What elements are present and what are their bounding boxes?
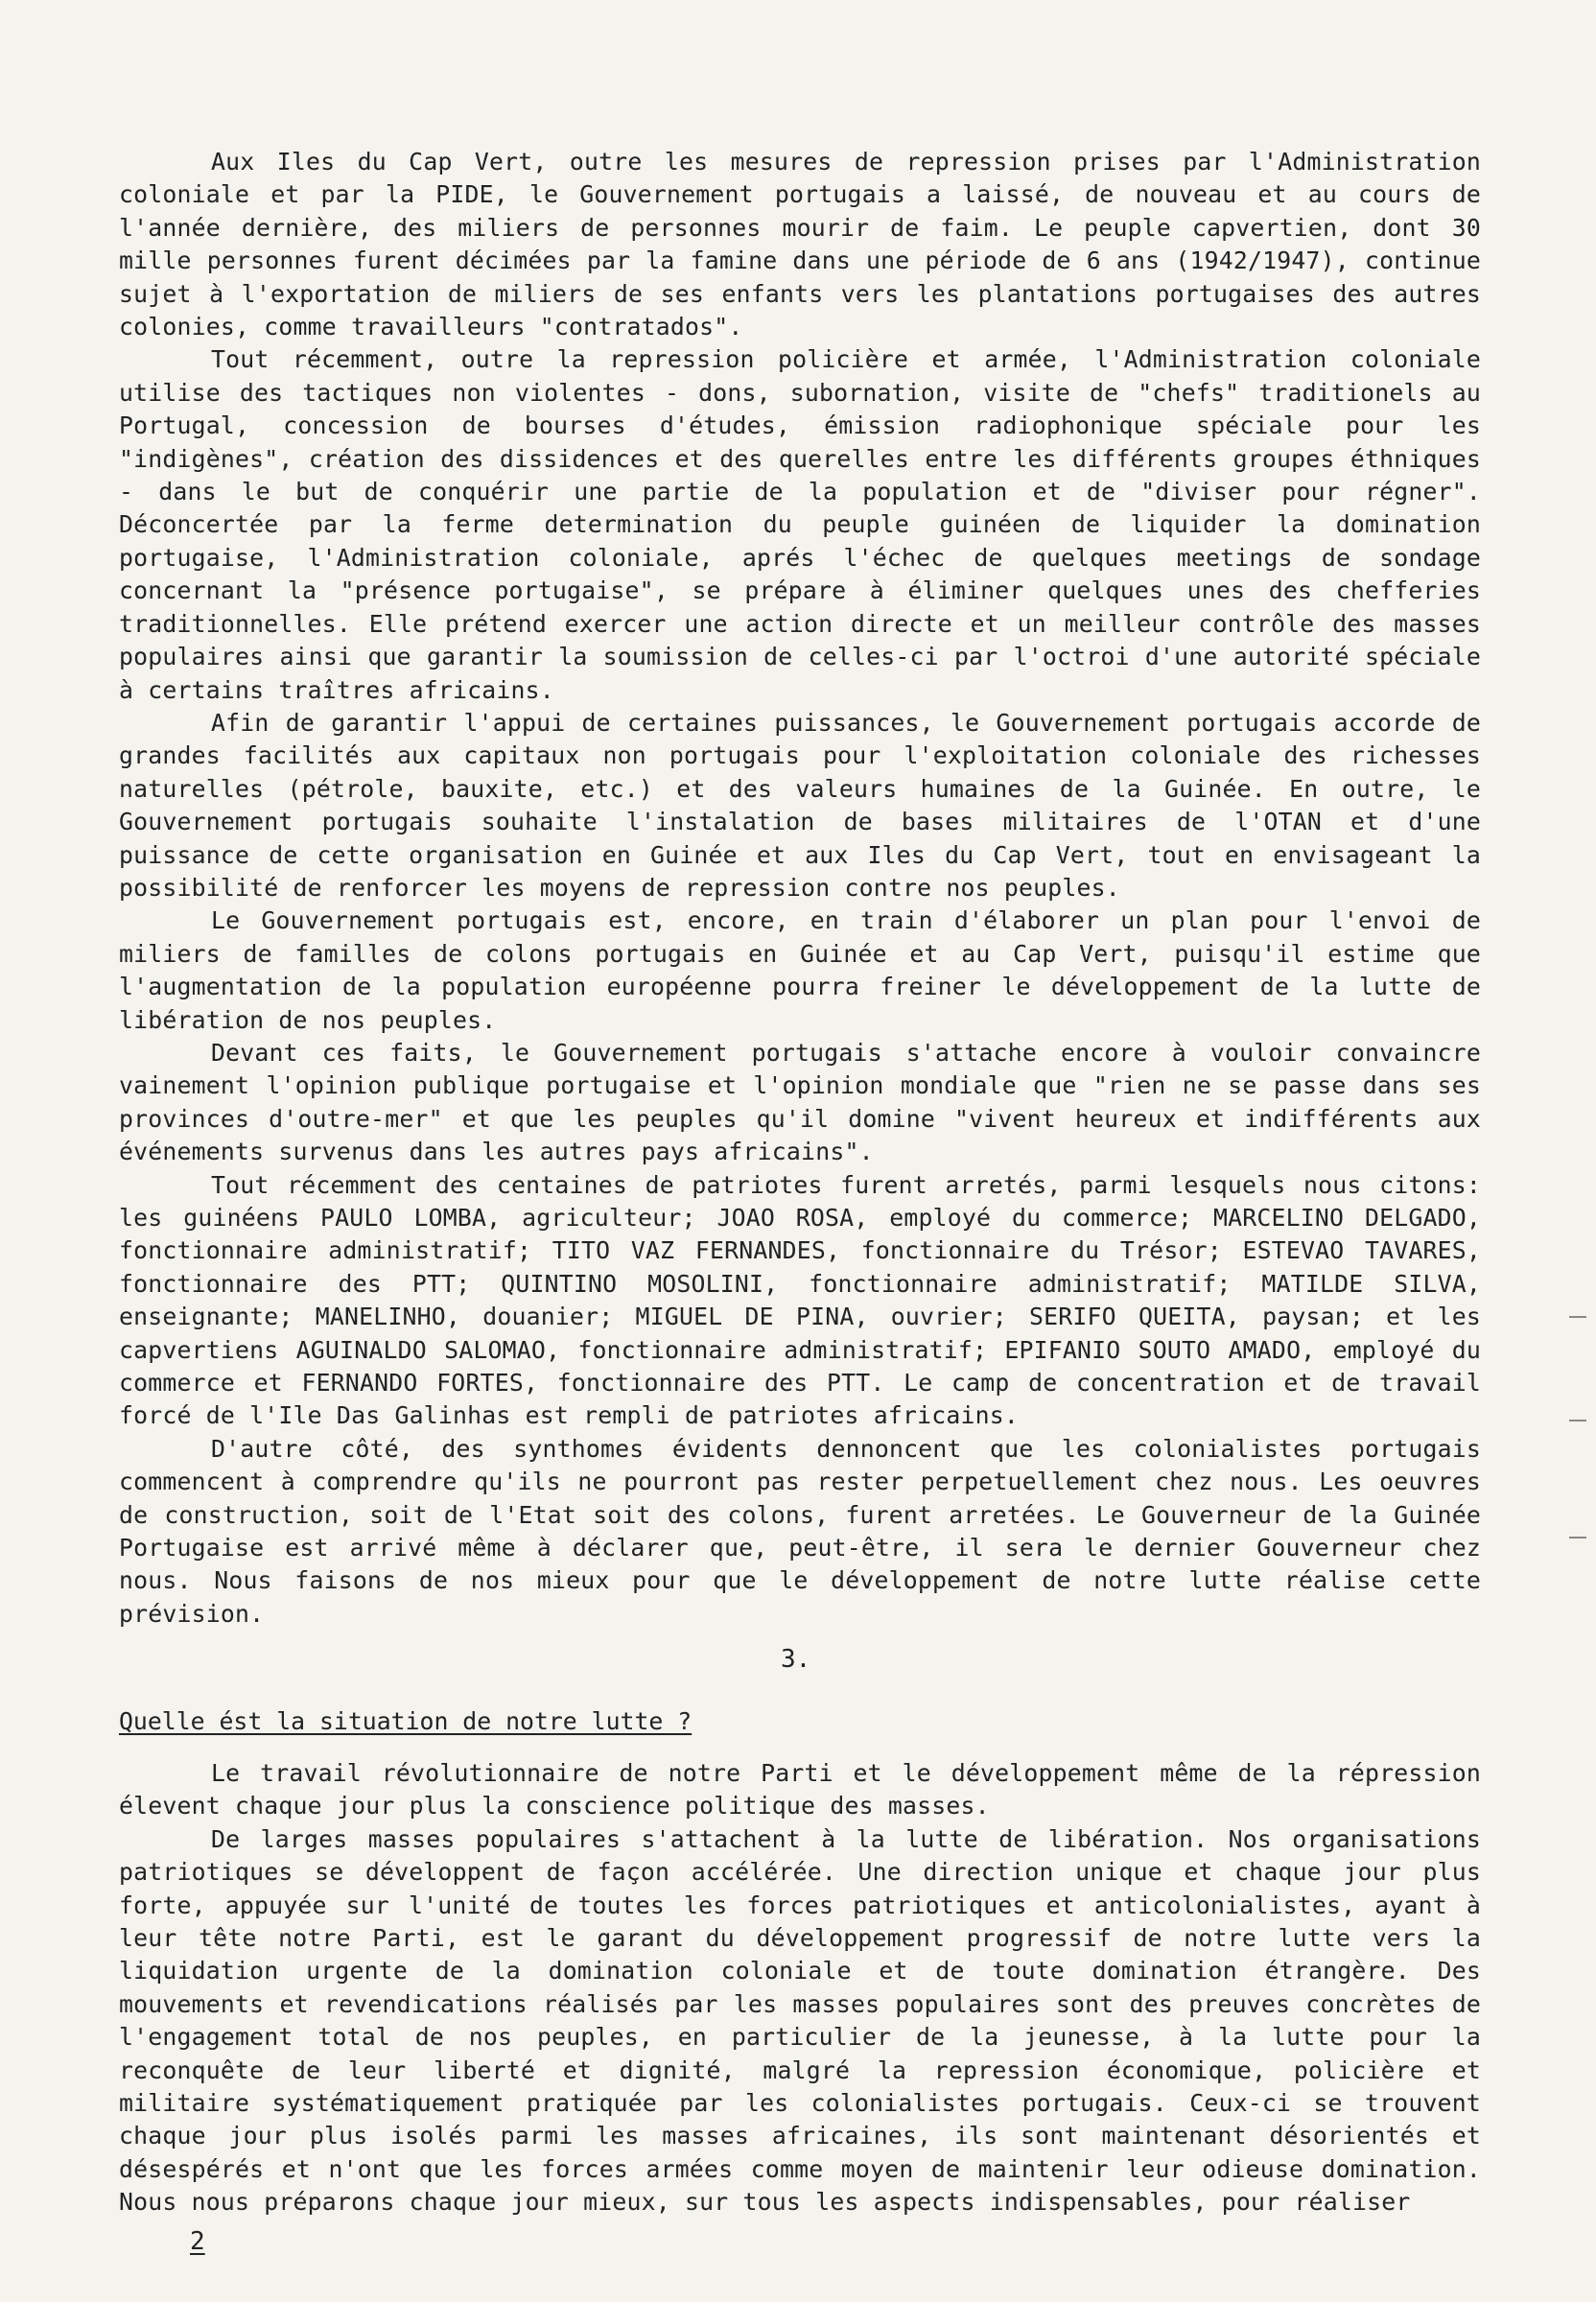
page-number: 2 bbox=[190, 2227, 205, 2256]
body-text-part2 bbox=[119, 1757, 1481, 2220]
paragraph: Tout récemment des centaines de patriotes furent arretés, parmi lesquels nous citons: les guinéens PAULO LOMBA, agriculteur; JOAO ROSA, employé du commerce; MARCELINO DELGADO, fonctionnaire administratif; TITO VAZ FERNANDES, fonctionnaire du Trésor; ESTEVAO TAVARES, fonctionnaire des PTT; QUINTINO MOSOLINI, fonctionnaire administratif; MATILDE SILVA, enseignante; MANELINHO, douanier; MIGUEL DE PINA, ouvrier; SERIFO QUEITA, paysan; et les capvertiens AGUINALDO SALOMAO, fonctionnaire administratif; EPIFANIO SOUTO AMADO, employé du commerce et FERNANDO FORTES, fonctionnaire des PTT. Le camp de concentration et de travail forcé de l'Ile Das Galinhas est rempli de patriotes africains. bbox=[119, 1170, 1481, 1430]
margin-mark bbox=[1569, 1316, 1586, 1318]
paragraph: Aux Iles du Cap Vert, outre les mesures de repression prises par l'Administration coloniale et par la PIDE, le Gouvernement portugais a laissé, de nouveau et au cours de l'année dernière, des miliers de personnes mourir de faim. Le peuple capvertien, dont 30 mille personnes furent décimées par la famine dans une période de 6 ans (1942/1947), continue sujet à l'exportation de miliers de ses enfants vers les plantations portugaises des autres colonies, comme travailleurs "contratados". bbox=[119, 148, 1481, 341]
paragraph: Tout récemment, outre la repression policière et armée, l'Administration coloniale utilise des tactiques non violentes - dons, subornation, visite de "chefs" traditionels au Portugal, concession de bourses d'études, émission radiophonique spéciale pour les "indigènes", création des dissidences et des querelles entre les différents groupes éthniques - dans le but de conquérir une partie de la population et de "diviser pour régner". Déconcertée par la ferme determination du peuple guinéen de liquider la domination portugaise, l'Administration coloniale, aprés l'échec de quelques meetings de sondage concernant la "présence portugaise", se prépare à éliminer quelques unes des chefferies traditionnelles. Elle prétend exercer une action directe et un meilleur contrôle des masses populaires ainsi que garantir la soumission de celles-ci par l'octroi d'une autorité spéciale à certains traîtres africains. bbox=[119, 345, 1481, 704]
section-heading: Quelle ést la situation de notre lutte ? bbox=[119, 1707, 692, 1735]
paragraph: De larges masses populaires s'attachent à la lutte de libération. Nos organisations patriotiques se développent de façon accélérée. Une direction unique et chaque jour plus forte, appuyée sur l'unité de toutes les forces patriotiques et anticolonialistes, ayant à leur tête notre Parti, est le garant du développement progressif de notre lutte vers la liquidation urgente de la domination coloniale et de toute domination étrangère. Des mouvements et revendications réalisés par les masses populaires sont des preuves concrètes de l'engagement total de nos peuples, en particulier de la jeunesse, à la lutte pour la reconquête de leur liberté et dignité, malgré la repression économique, policière et militaire systématiquement pratiquée par les colonialistes portugais. Ceux-ci se trouvent chaque jour plus isolés parmi les masses africaines, ils sont maintenant désorientés et désespérés et n'ont que les forces armées comme moyen de maintenir leur odieuse domination. Nous nous préparons chaque jour mieux, sur tous les aspects indispensables, pour réaliser bbox=[119, 1824, 1481, 2217]
paragraph: Le Gouvernement portugais est, encore, en train d'élaborer un plan pour l'envoi de miliers de familles de colons portugais en Guinée et au Cap Vert, puisqu'il estime que l'augmentation de la population européenne pourra freiner le développement de la lutte de libération de nos peuples. bbox=[119, 906, 1481, 1034]
paragraph: D'autre côté, des synthomes évidents dennoncent que les colonialistes portugais commencent à comprendre qu'ils ne pourront pas rester perpetuellement chez nous. Les oeuvres de construction, soit de l'Etat soit des colons, furent arretées. Le Gouverneur de la Guinée Portugaise est arrivé même à déclarer que, peut-être, il sera le dernier Gouverneur chez nous. Nous faisons de nos mieux pour que le développement de notre lutte réalise cette prévision. bbox=[119, 1434, 1481, 1628]
paragraph: Devant ces faits, le Gouvernement portugais s'attache encore à vouloir convaincre vainement l'opinion publique portugaise et l'opinion mondiale que "rien ne se passe dans ses provinces d'outre-mer" et que les peuples qu'il domine "vivent heureux et indifférents aux événements survenus dans les autres pays africains". bbox=[119, 1038, 1481, 1166]
paragraph: Le travail révolutionnaire de notre Parti et le développement même de la répression élevent chaque jour plus la conscience politique des masses. bbox=[119, 1759, 1481, 1820]
body-text-part1 bbox=[119, 146, 1481, 1631]
paragraph: Afin de garantir l'appui de certaines puissances, le Gouvernement portugais accorde de grandes facilités aux capitaux non portugais pour l'exploitation coloniale des richesses naturelles (pétrole, bauxite, etc.) et des valeurs humaines de la Guinée. En outre, le Gouvernement portugais souhaite l'instalation de bases militaires de l'OTAN et d'une puissance de cette organisation en Guinée et aux Iles du Cap Vert, tout en envisageant la possibilité de renforcer les moyens de repression contre nos peuples. bbox=[119, 708, 1481, 902]
section-number: 3. bbox=[781, 1645, 811, 1674]
margin-mark bbox=[1569, 1420, 1586, 1421]
margin-mark bbox=[1569, 1537, 1586, 1539]
